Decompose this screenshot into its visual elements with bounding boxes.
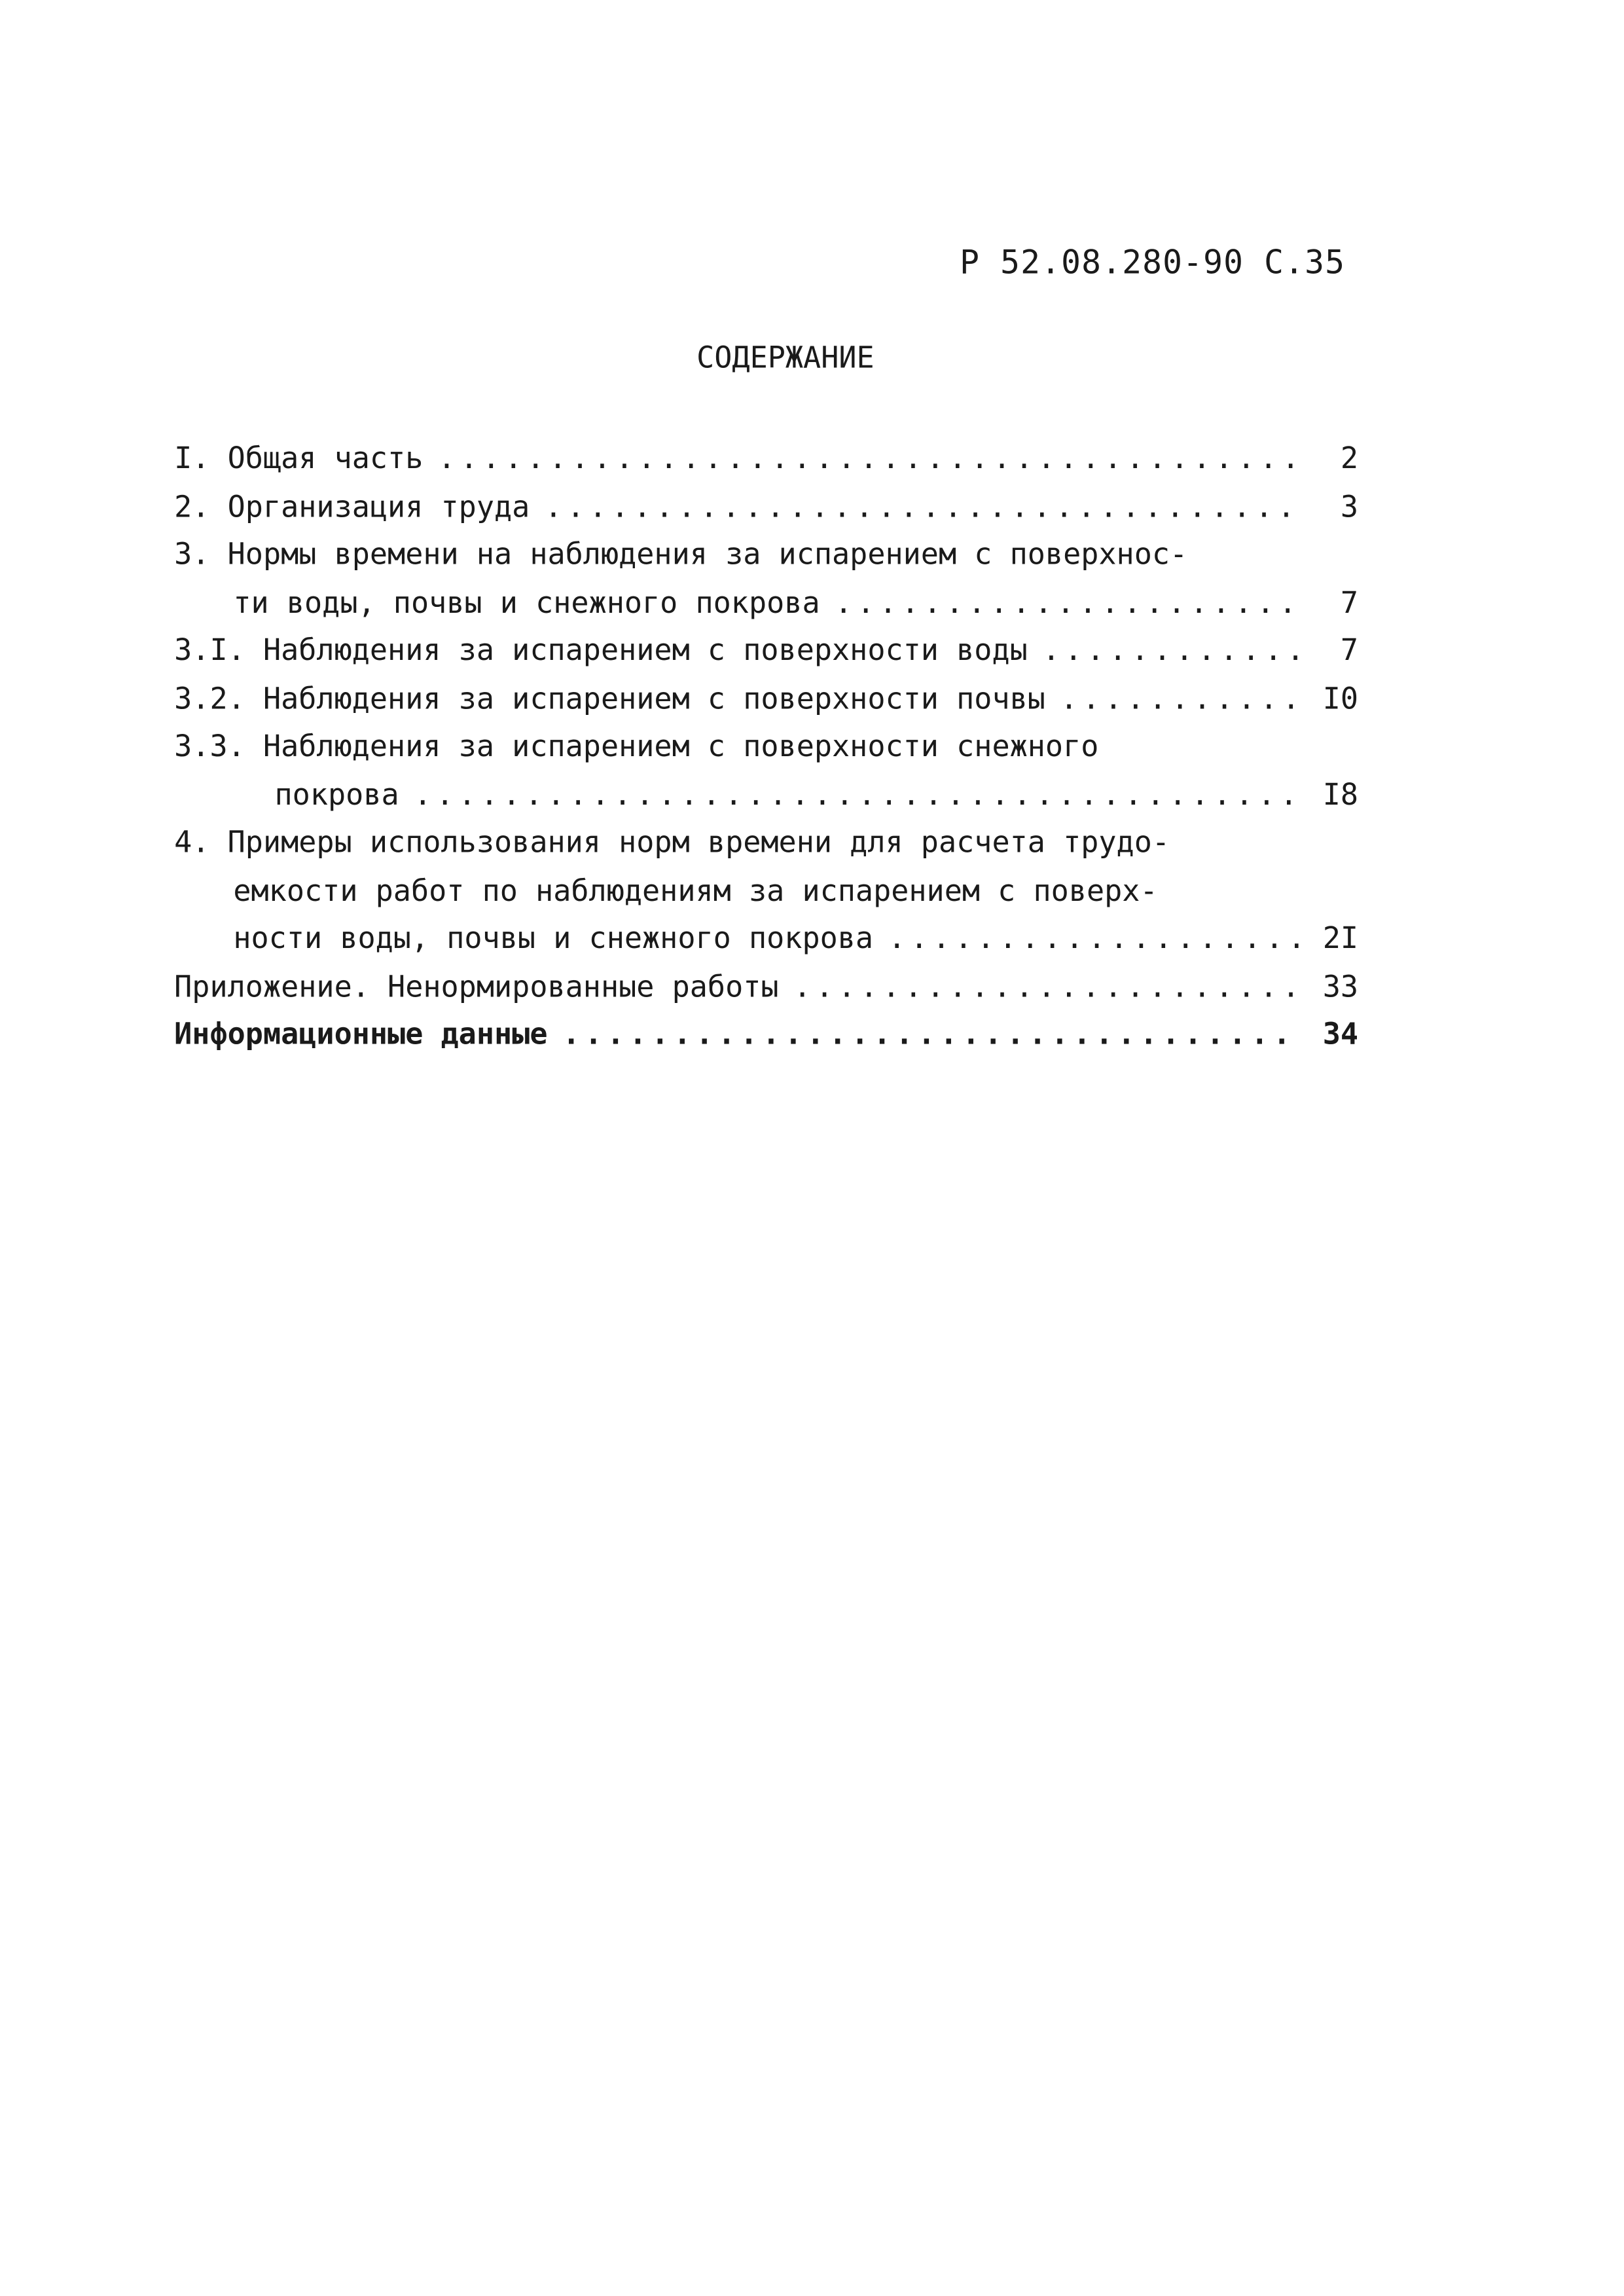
- toc-entry-line[interactable]: [174, 914, 1358, 962]
- toc-entry-text: Информационные данные: [174, 1015, 548, 1051]
- leader-dots: [1042, 626, 1299, 674]
- leader-dots: [1060, 674, 1299, 722]
- toc-entry-text: 4. Примеры использования норм времени для расчета трудо-: [174, 824, 1170, 860]
- toc-entry-text: 3.3. Наблюдения за испарением с поверхности снежного: [174, 727, 1099, 764]
- leader-dots: [888, 914, 1299, 962]
- leader-dots: [545, 482, 1299, 530]
- toc-entry-line[interactable]: [174, 530, 1358, 578]
- toc-entry[interactable]: [174, 1010, 1358, 1058]
- toc-entry-text: емкости работ по наблюдениям за испарением с поверх-: [233, 871, 1158, 908]
- toc-entry[interactable]: [174, 626, 1358, 674]
- document-code: Р 52.08.280-90 С.35: [960, 245, 1346, 282]
- toc-entry-page: 7: [1340, 584, 1359, 620]
- toc-entry-text: 2. Организация труда: [174, 488, 530, 524]
- table-of-contents: [174, 434, 1358, 1058]
- toc-entry-line[interactable]: [174, 578, 1358, 626]
- toc-entry-text: I. Общая часть: [174, 440, 424, 476]
- toc-entry-text: 3. Нормы времени на наблюдения за испарением с поверхнос-: [174, 536, 1188, 572]
- toc-entry-text: 3.2. Наблюдения за испарением с поверхности почвы: [174, 680, 1045, 716]
- toc-entry-page: I0: [1322, 680, 1359, 716]
- toc-entry-text: ти воды, почвы и снежного покрова: [233, 584, 820, 620]
- toc-entry-line[interactable]: [174, 722, 1358, 770]
- toc-entry-page: 2: [1340, 440, 1359, 476]
- leader-dots: [438, 434, 1299, 482]
- leader-dots: [835, 578, 1299, 626]
- leader-dots: [562, 1010, 1299, 1058]
- leader-dots: [793, 962, 1299, 1010]
- toc-entry-text: Приложение. Ненормированные работы: [174, 968, 779, 1004]
- toc-entry[interactable]: [174, 434, 1358, 482]
- leader-dots: [414, 770, 1299, 818]
- toc-entry-page: I8: [1322, 776, 1359, 812]
- toc-title: СОДЕРЖАНИЕ: [696, 339, 875, 375]
- toc-entry-text: 3.I. Наблюдения за испарением с поверхности воды: [174, 632, 1028, 668]
- toc-entry-line[interactable]: [174, 770, 1358, 818]
- toc-entry-line[interactable]: [174, 866, 1358, 914]
- toc-entry[interactable]: [174, 962, 1358, 1010]
- toc-entry-text: покрова: [274, 776, 399, 812]
- toc-entry-page: 34: [1322, 1015, 1359, 1051]
- toc-entry[interactable]: [174, 482, 1358, 530]
- toc-entry[interactable]: [174, 674, 1358, 722]
- toc-entry-page: 2I: [1322, 920, 1359, 956]
- toc-entry-page: 33: [1322, 968, 1359, 1004]
- toc-entry-text: ности воды, почвы и снежного покрова: [233, 920, 874, 956]
- toc-entry-line[interactable]: [174, 818, 1358, 866]
- toc-entry-page: 7: [1340, 632, 1359, 668]
- toc-entry-page: 3: [1340, 488, 1359, 524]
